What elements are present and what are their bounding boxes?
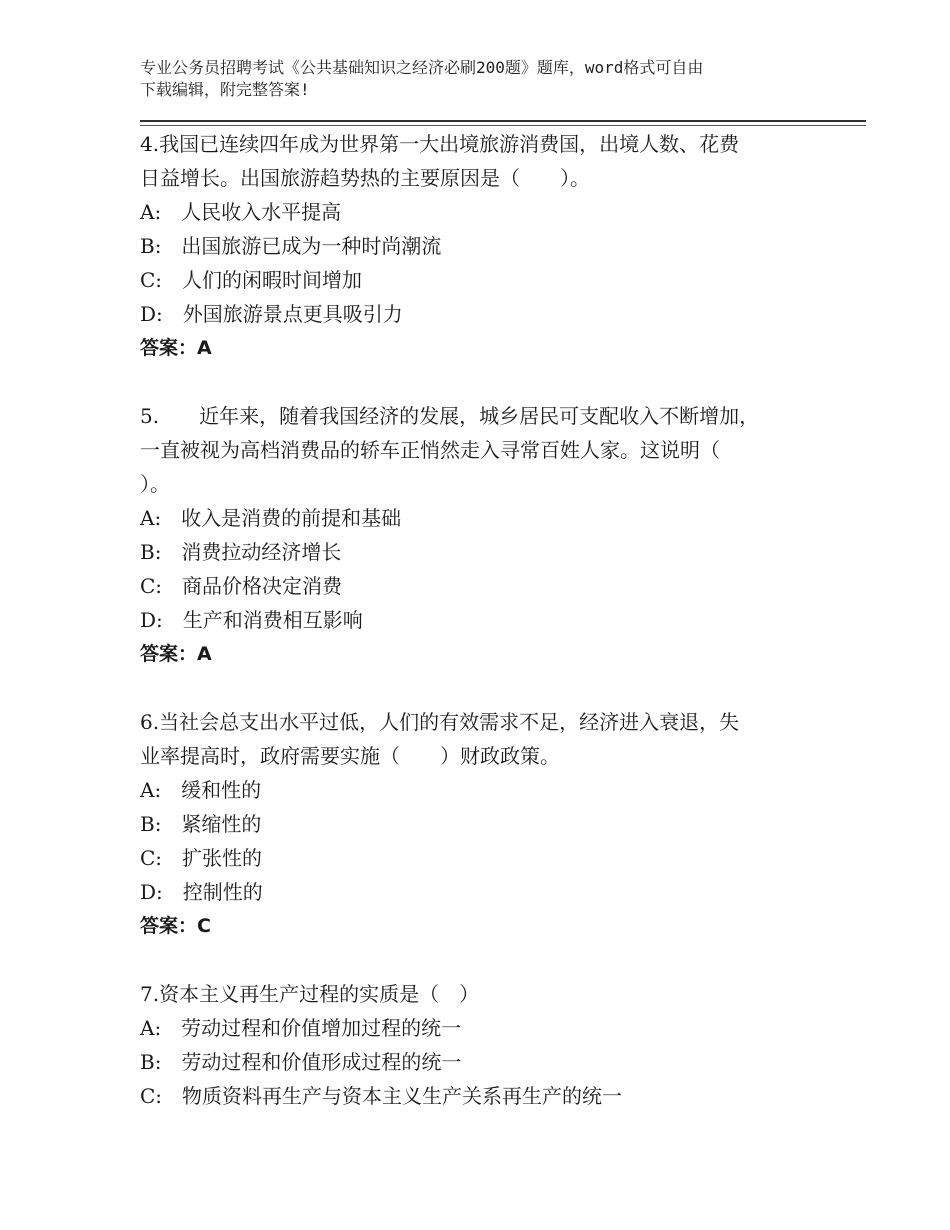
question-stem-line: ）。	[140, 472, 170, 496]
option-a: A: 劳动过程和价值增加过程的统一	[140, 1016, 462, 1040]
option-c: C: 扩张性的	[140, 846, 263, 870]
question-stem-line: 7.资本主义再生产过程的实质是（ ）	[140, 982, 480, 1006]
option-c: C: 人们的闲暇时间增加	[140, 268, 363, 292]
option-b: B: 消费拉动经济增长	[140, 540, 342, 564]
question-stem-line: 4.我国已连续四年成为世界第一大出境旅游消费国，出境人数、花费	[140, 132, 740, 156]
question-4	[140, 127, 800, 365]
question-6	[140, 705, 800, 943]
option-d: D: 控制性的	[140, 880, 263, 904]
question-7	[140, 977, 800, 1113]
spacer	[140, 671, 800, 705]
option-b: B: 紧缩性的	[140, 812, 262, 836]
question-stem-line: 业率提高时，政府需要实施（ ）财政政策。	[140, 744, 560, 768]
option-d: D: 外国旅游景点更具吸引力	[140, 302, 403, 326]
document-header	[140, 57, 840, 101]
header-rule-thin	[140, 125, 866, 126]
option-d: D: 生产和消费相互影响	[140, 608, 363, 632]
spacer	[140, 943, 800, 977]
question-stem-line: 日益增长。出国旅游趋势热的主要原因是（ ）。	[140, 166, 590, 190]
question-list	[140, 127, 800, 1113]
question-stem-line: 5. 近年来，随着我国经济的发展，城乡居民可支配收入不断增加，	[140, 404, 760, 428]
option-a: A: 人民收入水平提高	[140, 200, 342, 224]
answer-label: 答案：A	[140, 337, 212, 359]
option-b: B: 劳动过程和价值形成过程的统一	[140, 1050, 462, 1074]
option-c: C: 商品价格决定消费	[140, 574, 343, 598]
option-a: A: 收入是消费的前提和基础	[140, 506, 402, 530]
header-rule-thick	[140, 120, 866, 122]
option-a: A: 缓和性的	[140, 778, 262, 802]
option-b: B: 出国旅游已成为一种时尚潮流	[140, 234, 442, 258]
question-stem-line: 6.当社会总支出水平过低，人们的有效需求不足，经济进入衰退，失	[140, 710, 740, 734]
answer-label: 答案：C	[140, 915, 211, 937]
question-stem-line: 一直被视为高档消费品的轿车正悄然走入寻常百姓人家。这说明（	[140, 438, 720, 462]
header-line-2: 下载编辑，附完整答案!	[140, 80, 310, 99]
answer-label: 答案：A	[140, 643, 212, 665]
spacer	[140, 365, 800, 399]
header-line-1: 专业公务员招聘考试《公共基础知识之经济必刷200题》题库，word格式可自由	[140, 58, 704, 77]
option-c: C: 物质资料再生产与资本主义生产关系再生产的统一	[140, 1084, 623, 1108]
question-5	[140, 399, 800, 671]
